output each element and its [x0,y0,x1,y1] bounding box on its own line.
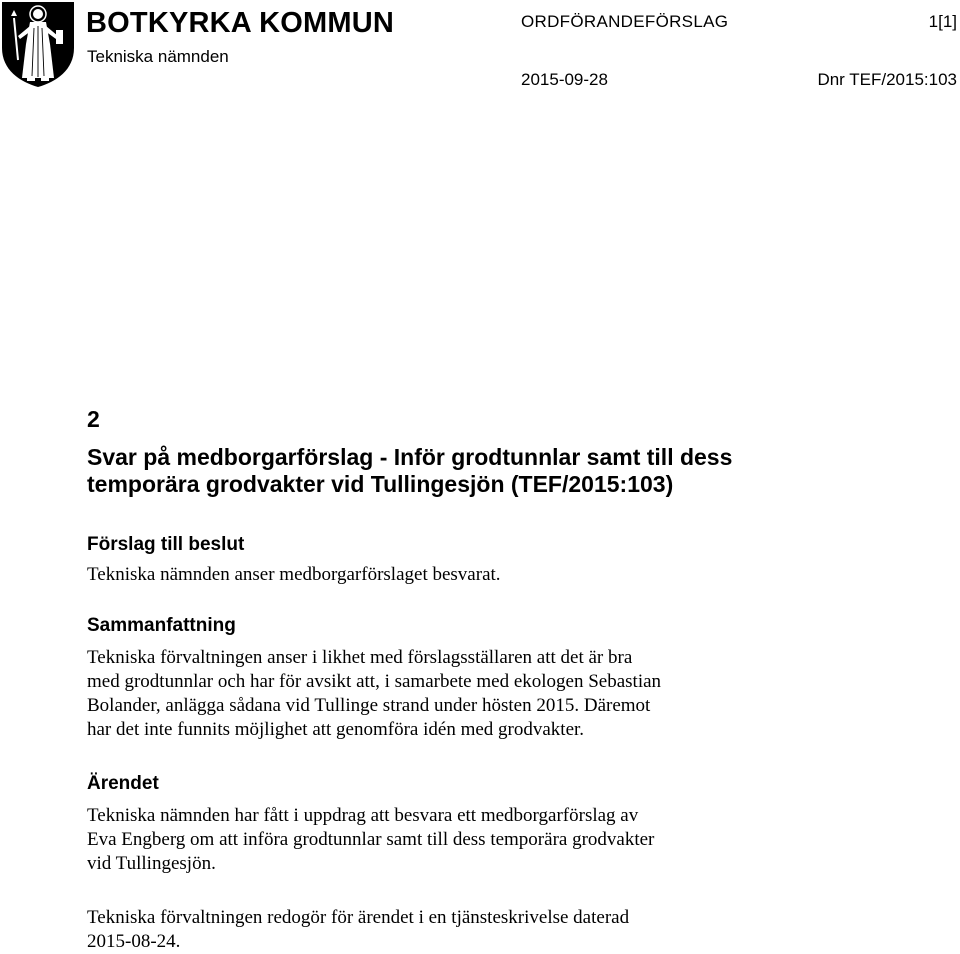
summary-line: har det inte funnits möjlighet att genomföra idén med grodvakter. [87,719,585,740]
title-line: temporära grodvakter vid Tullingesjön (TEF/2015:103) [87,471,674,497]
document-date: 2015-09-28 [521,70,608,89]
diary-number: Dnr TEF/2015:103 [817,70,957,89]
coat-of-arms-saint-icon [0,0,76,88]
title-line: Svar på medborgarförslag - Inför grodtunnlar samt till dess [87,444,733,470]
item-number: 2 [87,406,100,432]
matter-paragraph-1 [87,804,847,876]
matter-line: 2015-08-24. [87,931,181,952]
matter-paragraph-2 [87,906,847,954]
summary-line: med grodtunnlar och har för avsikt att, i samarbete med ekologen Sebastian [87,671,662,692]
page-title [87,444,847,498]
matter-line: Tekniska förvaltningen redogör för ärendet i en tjänsteskrivelse daterad [87,907,630,928]
page-number: 1[1] [928,12,957,31]
matter-line: Eva Engberg om att införa grodtunnlar samt till dess temporära grodvakter [87,829,655,850]
summary-text [87,646,847,742]
municipality-name: BOTKYRKA KOMMUN [86,7,395,39]
summary-line: Bolander, anlägga sådana vid Tullinge strand under hösten 2015. Däremot [87,695,651,716]
matter-heading: Ärendet [87,773,159,794]
proposal-line: Tekniska nämnden anser medborgarförslaget besvarat. [87,564,501,585]
department-name: Tekniska nämnden [87,47,229,66]
document-type: ORDFÖRANDEFÖRSLAG [521,12,729,31]
matter-line: vid Tullingesjön. [87,853,216,874]
proposal-heading: Förslag till beslut [87,534,245,555]
summary-line: Tekniska förvaltningen anser i likhet med förslagsställaren att det är bra [87,647,633,668]
matter-line: Tekniska nämnden har fått i uppdrag att besvara ett medborgarförslag av [87,805,639,826]
summary-heading: Sammanfattning [87,615,236,636]
proposal-text [87,563,847,587]
